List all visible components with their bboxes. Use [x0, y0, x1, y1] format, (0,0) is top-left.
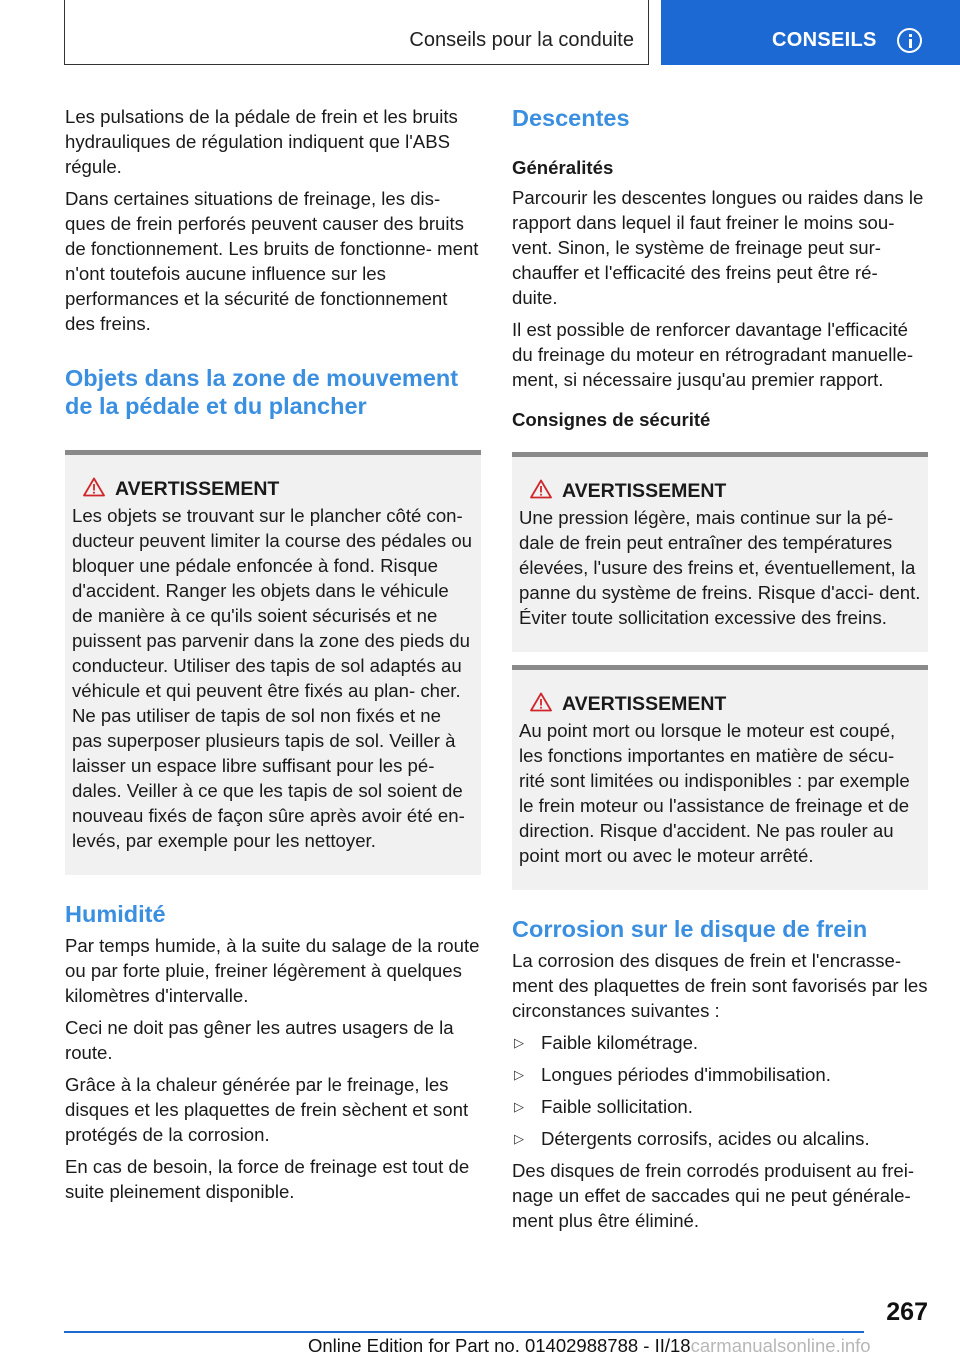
bullet-list — [512, 1030, 928, 1151]
footer-rule — [64, 1331, 864, 1333]
warning-triangle-icon — [530, 479, 552, 499]
footer-edition — [308, 1335, 871, 1357]
warning-box — [512, 665, 928, 890]
paragraph: Parcourir les descentes longues ou raides dans le rapport dans lequel il faut freiner le moins sou- vent. Sinon, le système de freinage peut sur- chauffer et l'efficacité des freins peut être ré- duite. — [512, 187, 924, 308]
warning-title: AVERTISSEMENT — [562, 693, 727, 715]
paragraph: Dans certaines situations de freinage, les dis- ques de frein perforés peuvent causer des bruits de fonctionnement. Les bruits de fonctionne- ment n'ont toutefois aucune influence sur les performances et la sécurité de fonctionnement des freins. — [65, 188, 479, 334]
right-column — [512, 104, 928, 1240]
heading-descentes: Descentes — [512, 105, 630, 131]
paragraph: La corrosion des disques de frein et l'encrasse- ment des plaquettes de frein sont favorisés par les circonstances suivantes : — [512, 950, 928, 1021]
header-section-box — [64, 0, 649, 65]
left-column — [65, 104, 481, 1211]
paragraph: Grâce à la chaleur générée par le freinage, les disques et les plaquettes de frein sèchent et sont protégés de la corrosion. — [65, 1074, 469, 1145]
list-item: ▷ Faible sollicitation. — [514, 1096, 693, 1117]
warning-header — [519, 692, 921, 716]
paragraph: Les pulsations de la pédale de frein et les bruits hydrauliques de régulation indiquent que l'ABS régule. — [65, 106, 458, 177]
paragraph: Des disques de frein corrodés produisent au frei- nage un effet de saccades qui ne peut générale- ment plus être éliminé. — [512, 1160, 915, 1231]
bullet-triangle-icon: ▷ — [514, 1099, 524, 1114]
bullet-triangle-icon: ▷ — [514, 1035, 524, 1050]
list-item: ▷ Longues périodes d'immobilisation. — [514, 1064, 831, 1085]
warning-header — [72, 477, 474, 501]
paragraph: Il est possible de renforcer davantage l'efficacité du freinage du moteur en rétrogradant manuelle- ment, si nécessaire jusqu'au premier rapport. — [512, 319, 914, 390]
warning-box — [65, 450, 481, 875]
warning-title: AVERTISSEMENT — [562, 480, 727, 502]
heading-objets: Objets dans la zone de mouvement de la pédale et du plancher — [65, 365, 459, 419]
warning-triangle-icon — [530, 692, 552, 712]
footer-edition-text: Online Edition for Part no. 01402988788 - II/18 — [308, 1335, 691, 1356]
list-item: ▷ Faible kilométrage. — [514, 1032, 699, 1053]
header-chapter-box — [661, 0, 960, 65]
heading-humidite: Humidité — [65, 901, 166, 927]
bullet-triangle-icon: ▷ — [514, 1131, 524, 1146]
paragraph: Ceci ne doit pas gêner les autres usagers de la route. — [65, 1017, 454, 1063]
header-section-title: Conseils pour la conduite — [409, 29, 634, 51]
warning-triangle-icon — [83, 477, 105, 497]
warning-title: AVERTISSEMENT — [115, 478, 280, 500]
paragraph: Par temps humide, à la suite du salage de la route ou par forte pluie, freiner légèrement à quelques kilomètres d'intervalle. — [65, 935, 480, 1006]
header-chapter-title: CONSEILS — [772, 29, 877, 51]
warning-text: Une pression légère, mais continue sur la pé- dale de frein peut entraîner des températures élevées, l'usure des freins et, éventuellement, la panne du système de freins. Risque d'acci- dent. Éviter toute sollicitation excessive des freins. — [519, 507, 921, 628]
warning-box — [512, 452, 928, 652]
warning-text: Au point mort ou lorsque le moteur est coupé, les fonctions importantes en matière de sécu- rité sont limitées ou indisponibles : par exemple le frein moteur ou l'assistance de freinage et de direction. Risque d'accident. Ne pas rouler au point mort ou avec le moteur arrêté. — [519, 720, 910, 866]
subheading-generalites: Généralités — [512, 157, 614, 178]
page-number: 267 — [886, 1298, 928, 1326]
bullet-triangle-icon: ▷ — [514, 1067, 524, 1082]
info-icon — [897, 28, 922, 53]
heading-corrosion: Corrosion sur le disque de frein — [512, 916, 868, 942]
footer-watermark: carmanualsonline.info — [690, 1335, 871, 1356]
warning-text: Les objets se trouvant sur le plancher côté con- ducteur peuvent limiter la course des pédales ou bloquer une pédale enfoncée à fond. Risque d'accident. Ranger les objets dans le véhicule de manière à ce qu'ils soient sécurisés et ne puissent pas parvenir dans la zone des pieds du conducteur. Utiliser des tapis de sol adaptés au véhicule et qui peuvent être fixés au plan- cher. Ne pas utiliser de tapis de sol non fixés et ne pas superposer plusieurs tapis de sol. Veiller à laisser un espace libre suffisant pour les pé- dales. Veiller à ce que les tapis de sol soient de nouveau fixés de façon sûre après avoir été en- levés, par exemple pour les nettoyer. — [72, 505, 473, 851]
paragraph: En cas de besoin, la force de freinage est tout de suite pleinement disponible. — [65, 1156, 470, 1202]
warning-header — [519, 479, 921, 503]
subheading-consignes: Consignes de sécurité — [512, 409, 711, 430]
list-item: ▷ Détergents corrosifs, acides ou alcalins. — [514, 1128, 870, 1149]
